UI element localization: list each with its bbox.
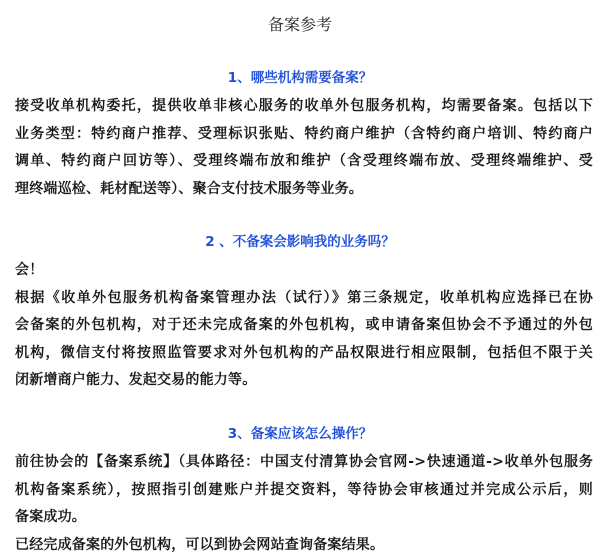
section-2-body — [15, 257, 593, 395]
text-line: 已经完成备案的外包机构，可以到协会网站查询备案结果。 — [15, 536, 385, 553]
section-3-heading: 3、备案应该怎么操作？ — [227, 426, 373, 442]
section-1-body — [15, 93, 593, 203]
text-line: 接受收单机构委托，提供收单非核心服务的收单外包服务机构，均需要备案。包括以下 — [15, 98, 593, 114]
text-line: 会！ — [15, 262, 44, 278]
section-2-heading: 2 、不备案会影响我的业务吗？ — [205, 234, 395, 250]
text-line: 会备案的外包机构，对于还未完成备案的外包机构，或申请备案但协会不予通过的外包 — [15, 317, 593, 333]
text-line: 理终端巡检、耗材配送等）、聚合支付技术服务等业务。 — [15, 180, 363, 197]
text-line: 业务类型：特约商户推荐、受理标识张贴、特约商户维护（含特约商户培训、特约商户 — [15, 125, 593, 142]
text-line: 根据《收单外包服务机构备案管理办法（试行）》第三条规定，收单机构应选择已在协 — [15, 289, 593, 306]
page-title: 备案参考 — [267, 15, 332, 34]
text-line: 机构备案系统），按照指引创建账户并提交资料，等待协会审核通过并完成公示后，则 — [15, 481, 593, 498]
section-1-heading: 1、哪些机构需要备案？ — [227, 70, 373, 86]
text-line: 调单、特约商户回访等）、受理终端布放和维护（含受理终端布放、受理终端维护、受 — [15, 153, 593, 169]
text-line: 机构，微信支付将按照监管要求对外包机构的产品权限进行相应限制，包括但不限于关 — [15, 344, 593, 361]
text-line: 闭新增商户能力、发起交易的能力等。 — [15, 372, 257, 388]
section-3-body — [15, 449, 593, 559]
text-line: 前往协会的【备案系统】（具体路径：中国支付清算协会官网->快速通道->收单外包服务 — [15, 454, 593, 470]
text-line: 备案成功。 — [15, 509, 86, 525]
